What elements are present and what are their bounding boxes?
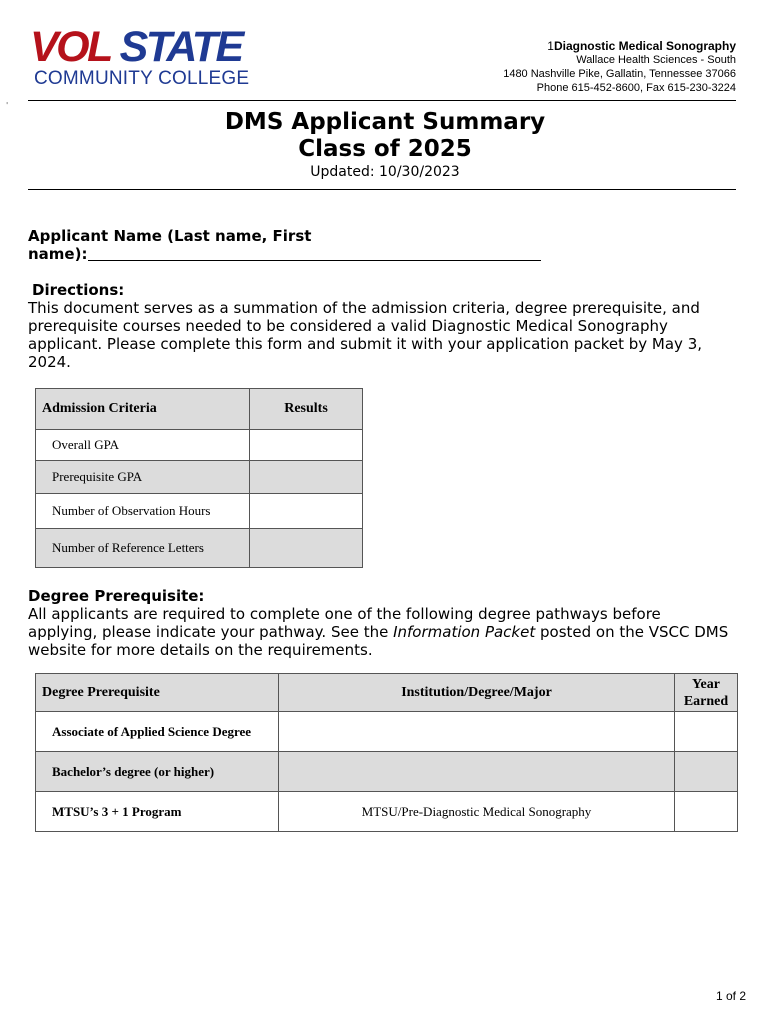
updated-date: Updated: 10/30/2023 [310,164,460,180]
criteria-overall-gpa: Overall GPA [36,430,250,461]
table-header-row [36,389,363,430]
year-earned-header [675,674,738,712]
degree-line-2b: posted on the VSCC DMS [535,623,729,641]
degree-associate: Associate of Applied Science Degree [36,712,279,752]
result-observation-hours[interactable] [250,494,363,529]
applicant-name-field[interactable] [88,260,541,261]
degree-mtsu: MTSU’s 3 + 1 Program [36,792,279,832]
header-program-name: Diagnostic Medical Sonography [553,39,736,53]
applicant-name-label: name): [28,245,88,263]
degree-prerequisite-table [35,673,738,832]
criteria-reference-letters: Number of Reference Letters [36,529,250,568]
admission-criteria-table [35,388,363,568]
directions-heading: Directions: [32,281,125,299]
information-packet-ref: Information Packet [393,623,536,641]
degree-line-2a: applying, please indicate your pathway. See the [28,623,394,641]
degree-line-3: website for more details on the requirements. [28,641,373,659]
degree-bachelors: Bachelor’s degree (or higher) [36,752,279,792]
result-overall-gpa[interactable] [250,430,363,461]
table-row [36,494,363,529]
year-bachelors[interactable] [675,752,738,792]
stray-mark: ' [6,101,9,110]
title-divider [28,189,736,190]
institution-header: Institution/Degree/Major [279,674,675,712]
table-header-row [36,674,738,712]
institution-bachelors[interactable] [279,752,675,792]
results-header: Results [250,389,363,430]
degree-prerequisite-header: Degree Prerequisite [36,674,279,712]
header-building: Wallace Health Sciences - South [576,54,736,66]
page-title: DMS Applicant Summary [224,109,546,135]
institution-mtsu[interactable]: MTSU/Pre-Diagnostic Medical Sonography [279,792,675,832]
applicant-name-label-line1: Applicant Name (Last name, First [28,227,312,245]
degree-line-2 [28,623,728,641]
college-logo-wordmark [30,23,242,71]
page-subtitle: Class of 2025 [298,136,472,162]
logo-state: STATE [119,23,242,71]
criteria-prerequisite-gpa: Prerequisite GPA [36,461,250,494]
header-program [547,39,736,53]
directions-line-1: This document serves as a summation of the admission criteria, degree prerequisite, and [28,299,700,317]
degree-line-1: All applicants are required to complete one of the following degree pathways before [28,605,661,623]
table-row [36,461,363,494]
table-row [36,712,738,752]
directions-line-3: applicant. Please complete this form and submit it with your application packet by May 3, [28,335,703,353]
table-row [36,792,738,832]
header-phone-fax: Phone 615-452-8600, Fax 615-230-3224 [536,82,736,94]
header-prefix: 1 [547,39,554,53]
page-number: 1 of 2 [715,989,746,1003]
year-header-line2: Earned [683,693,729,709]
degree-heading: Degree Prerequisite: [28,587,205,605]
table-row [36,430,363,461]
logo-subtitle: COMMUNITY COLLEGE [34,68,250,89]
table-row [36,752,738,792]
result-prerequisite-gpa[interactable] [250,461,363,494]
institution-associate[interactable] [279,712,675,752]
admission-criteria-header: Admission Criteria [36,389,250,430]
directions-line-2: prerequisite courses needed to be considered a valid Diagnostic Medical Sonography [28,317,668,335]
year-associate[interactable] [675,712,738,752]
header-address: 1480 Nashville Pike, Gallatin, Tennessee 37066 [503,68,736,80]
applicant-name-label-line2 [28,245,87,263]
header-divider [28,100,736,101]
logo-vol: VOL [30,23,120,71]
year-header-line1: Year [692,676,720,692]
criteria-observation-hours: Number of Observation Hours [36,494,250,529]
year-mtsu[interactable] [675,792,738,832]
table-row [36,529,363,568]
directions-line-4: 2024. [28,353,71,371]
result-reference-letters[interactable] [250,529,363,568]
